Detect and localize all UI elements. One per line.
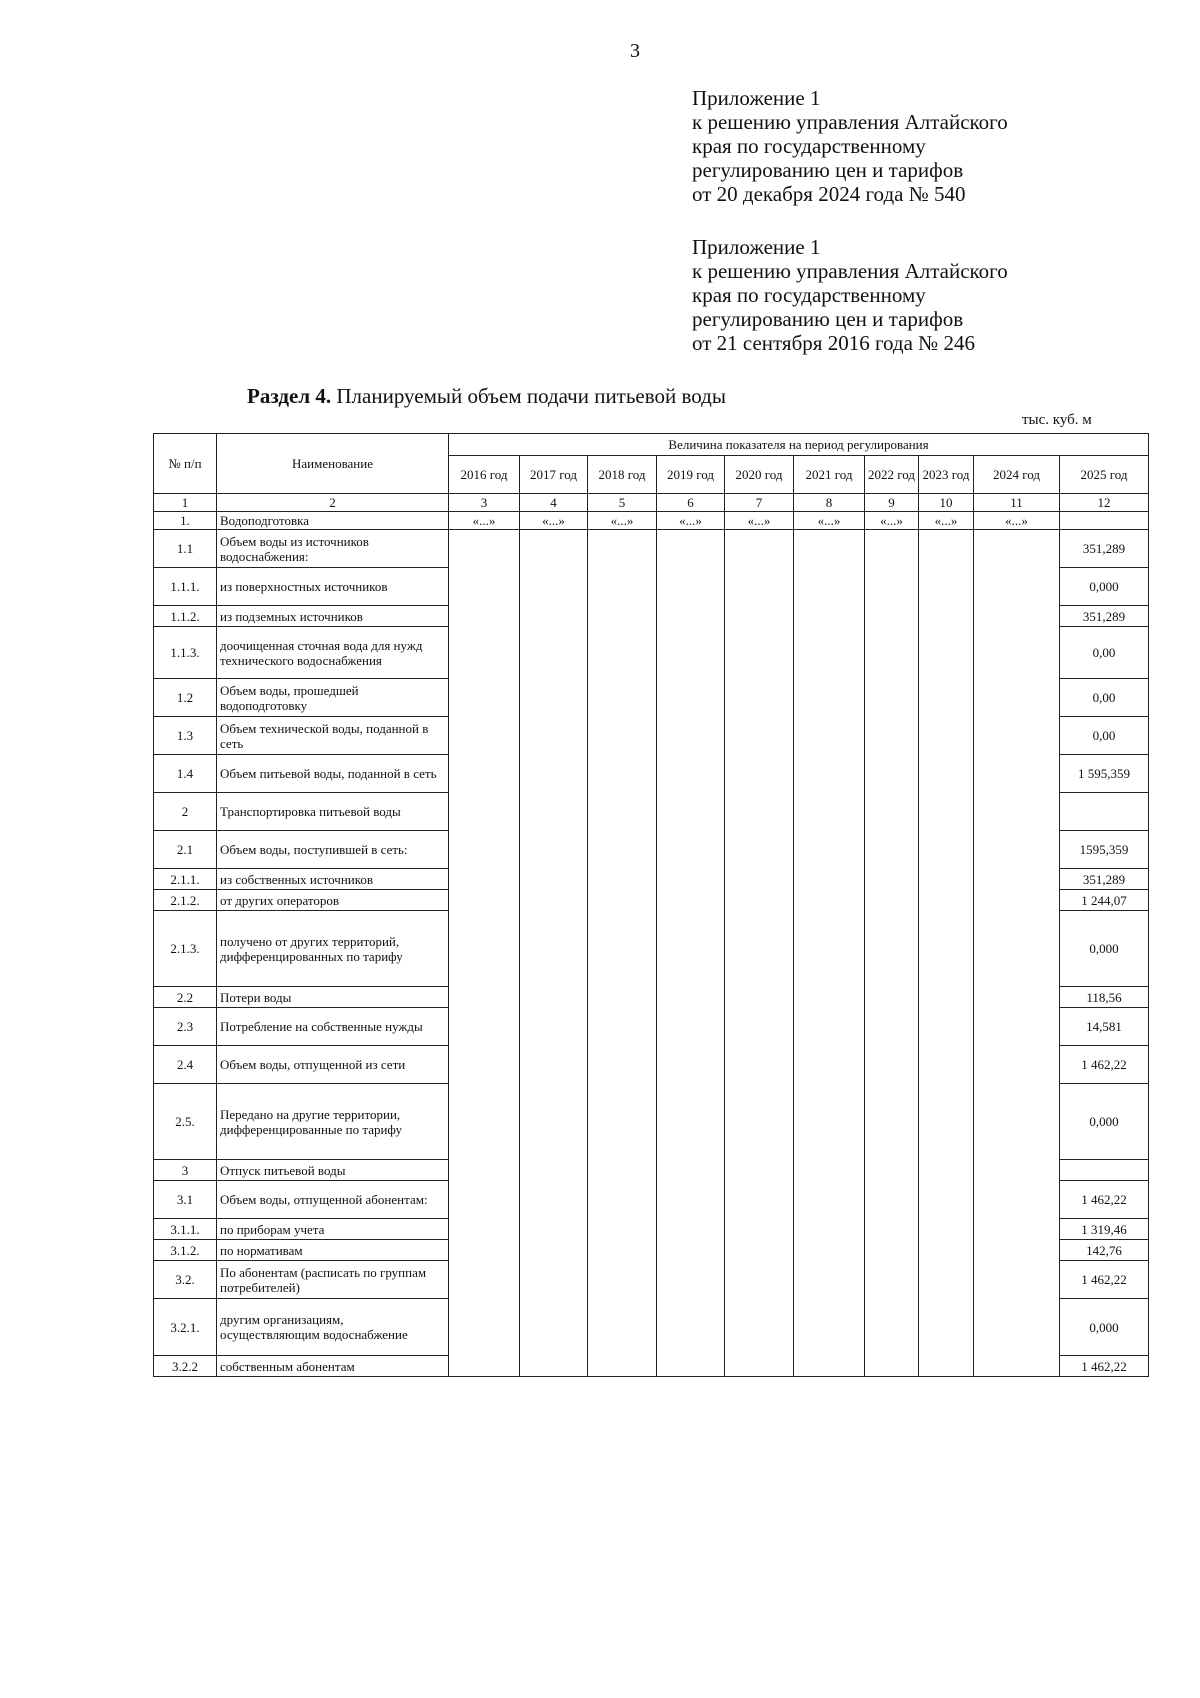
row-number: 2.2	[154, 987, 217, 1008]
empty-year-cell	[449, 530, 520, 1377]
appendix-current-decision	[692, 86, 1008, 206]
row-number: 2.1.3.	[154, 911, 217, 987]
omitted-value: «...»	[588, 512, 657, 530]
appendix-line: края по государственному	[692, 283, 926, 307]
row-name: получено от других территорий, дифференцированных по тарифу	[217, 911, 449, 987]
value-2025: 14,581	[1060, 1008, 1149, 1046]
row-name: Потери воды	[217, 987, 449, 1008]
omitted-value: «...»	[919, 512, 974, 530]
value-2025	[1060, 512, 1149, 530]
omitted-value: «...»	[449, 512, 520, 530]
value-2025: 1595,359	[1060, 831, 1149, 869]
row-number: 2.5.	[154, 1084, 217, 1160]
value-2025: 351,289	[1060, 606, 1149, 627]
value-2025: 0,000	[1060, 1299, 1149, 1356]
row-name: Водоподготовка	[217, 512, 449, 530]
appendix-line: Приложение 1	[692, 86, 821, 110]
header-year: 2017 год	[520, 456, 588, 494]
appendix-line: к решению управления Алтайского	[692, 110, 1008, 134]
appendix-line: края по государственному	[692, 134, 926, 158]
row-name: Объем воды, прошедшей водоподготовку	[217, 679, 449, 717]
appendix-original-decision	[692, 235, 1008, 355]
row-name: Отпуск питьевой воды	[217, 1160, 449, 1181]
row-number: 1.2	[154, 679, 217, 717]
value-2025: 1 462,22	[1060, 1261, 1149, 1299]
row-number: 2	[154, 793, 217, 831]
header-year: 2023 год	[919, 456, 974, 494]
row-name: По абонентам (расписать по группам потребителей)	[217, 1261, 449, 1299]
row-name: Транспортировка питьевой воды	[217, 793, 449, 831]
water-supply-table	[153, 433, 1149, 1377]
row-name: из собственных источников	[217, 869, 449, 890]
omitted-value: «...»	[794, 512, 865, 530]
page-number: 3	[630, 40, 640, 62]
row-name: Передано на другие территории, дифференцированные по тарифу	[217, 1084, 449, 1160]
row-name: по нормативам	[217, 1240, 449, 1261]
units-label: тыс. куб. м	[1022, 412, 1092, 428]
column-number: 7	[725, 494, 794, 512]
empty-year-cell	[919, 530, 974, 1377]
column-number: 12	[1060, 494, 1149, 512]
column-number: 11	[974, 494, 1060, 512]
row-number: 3.1	[154, 1181, 217, 1219]
omitted-value: «...»	[725, 512, 794, 530]
empty-year-cell	[974, 530, 1060, 1377]
appendix-line: регулированию цен и тарифов	[692, 307, 964, 331]
value-2025: 0,000	[1060, 568, 1149, 606]
row-number: 1.1.2.	[154, 606, 217, 627]
column-number-row	[154, 494, 1149, 512]
row-name: от других операторов	[217, 890, 449, 911]
header-period: Величина показателя на период регулирования	[449, 434, 1149, 456]
row-name: из подземных источников	[217, 606, 449, 627]
value-2025: 351,289	[1060, 869, 1149, 890]
value-2025: 1 319,46	[1060, 1219, 1149, 1240]
empty-year-cell	[520, 530, 588, 1377]
empty-year-cell	[794, 530, 865, 1377]
row-number: 1.	[154, 512, 217, 530]
column-number: 4	[520, 494, 588, 512]
header-name: Наименование	[217, 434, 449, 494]
column-number: 2	[217, 494, 449, 512]
empty-year-cell	[725, 530, 794, 1377]
header-year: 2018 год	[588, 456, 657, 494]
empty-year-cell	[657, 530, 725, 1377]
value-2025: 351,289	[1060, 530, 1149, 568]
row-number: 1.4	[154, 755, 217, 793]
row-name: Объем технической воды, поданной в сеть	[217, 717, 449, 755]
column-number: 9	[865, 494, 919, 512]
table-body	[154, 512, 1149, 1377]
row-name: по приборам учета	[217, 1219, 449, 1240]
header-year: 2019 год	[657, 456, 725, 494]
value-2025: 118,56	[1060, 987, 1149, 1008]
appendix-line: от 20 декабря 2024 года № 540	[692, 182, 966, 206]
table-row	[154, 530, 1149, 568]
row-number: 3.2.2	[154, 1356, 217, 1377]
value-2025: 0,00	[1060, 717, 1149, 755]
row-name: другим организациям, осуществляющим водоснабжение	[217, 1299, 449, 1356]
row-number: 3.1.1.	[154, 1219, 217, 1240]
header-year: 2022 год	[865, 456, 919, 494]
row-number: 3.2.1.	[154, 1299, 217, 1356]
header-year: 2016 год	[449, 456, 520, 494]
header-year: 2020 год	[725, 456, 794, 494]
value-2025: 1 462,22	[1060, 1181, 1149, 1219]
value-2025: 0,000	[1060, 1084, 1149, 1160]
column-number: 10	[919, 494, 974, 512]
section-label: Раздел 4.	[247, 384, 332, 408]
omitted-value: «...»	[657, 512, 725, 530]
omitted-value: «...»	[520, 512, 588, 530]
row-name: доочищенная сточная вода для нужд технического водоснабжения	[217, 627, 449, 679]
appendix-line: регулированию цен и тарифов	[692, 158, 964, 182]
row-number: 1.1.3.	[154, 627, 217, 679]
header-num: № п/п	[154, 434, 217, 494]
row-name: Потребление на собственные нужды	[217, 1008, 449, 1046]
section-title	[247, 384, 726, 409]
row-number: 3.2.	[154, 1261, 217, 1299]
column-number: 6	[657, 494, 725, 512]
row-number: 2.4	[154, 1046, 217, 1084]
appendix-line: от 21 сентября 2016 года № 246	[692, 331, 975, 355]
value-2025: 1 462,22	[1060, 1046, 1149, 1084]
section-heading: Планируемый объем подачи питьевой воды	[336, 384, 726, 408]
row-name: Объем питьевой воды, поданной в сеть	[217, 755, 449, 793]
row-number: 1.1.1.	[154, 568, 217, 606]
row-number: 2.1.2.	[154, 890, 217, 911]
header-year: 2021 год	[794, 456, 865, 494]
row-number: 3	[154, 1160, 217, 1181]
column-number: 3	[449, 494, 520, 512]
column-number: 8	[794, 494, 865, 512]
column-number: 5	[588, 494, 657, 512]
value-2025: 1 244,07	[1060, 890, 1149, 911]
value-2025: 142,76	[1060, 1240, 1149, 1261]
row-number: 3.1.2.	[154, 1240, 217, 1261]
header-year: 2025 год	[1060, 456, 1149, 494]
header-year: 2024 год	[974, 456, 1060, 494]
value-2025: 1 595,359	[1060, 755, 1149, 793]
empty-year-cell	[588, 530, 657, 1377]
column-number: 1	[154, 494, 217, 512]
row-name: Объем воды, отпущенной абонентам:	[217, 1181, 449, 1219]
row-number: 1.3	[154, 717, 217, 755]
row-number: 2.1.1.	[154, 869, 217, 890]
value-2025	[1060, 1160, 1149, 1181]
value-2025: 0,000	[1060, 911, 1149, 987]
row-number: 2.3	[154, 1008, 217, 1046]
value-2025: 0,00	[1060, 679, 1149, 717]
value-2025: 1 462,22	[1060, 1356, 1149, 1377]
value-2025	[1060, 793, 1149, 831]
row-name: из поверхностных источников	[217, 568, 449, 606]
omitted-value: «...»	[865, 512, 919, 530]
table-row	[154, 512, 1149, 530]
row-name: Объем воды из источников водоснабжения:	[217, 530, 449, 568]
row-name: Объем воды, отпущенной из сети	[217, 1046, 449, 1084]
row-number: 1.1	[154, 530, 217, 568]
row-number: 2.1	[154, 831, 217, 869]
omitted-value: «...»	[974, 512, 1060, 530]
value-2025: 0,00	[1060, 627, 1149, 679]
empty-year-cell	[865, 530, 919, 1377]
appendix-line: к решению управления Алтайского	[692, 259, 1008, 283]
row-name: собственным абонентам	[217, 1356, 449, 1377]
row-name: Объем воды, поступившей в сеть:	[217, 831, 449, 869]
appendix-line: Приложение 1	[692, 235, 821, 259]
